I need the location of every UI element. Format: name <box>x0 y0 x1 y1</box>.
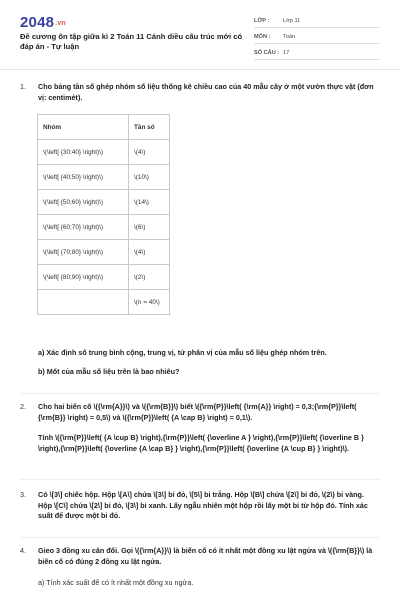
frequency-table <box>37 114 170 315</box>
meta-key: SỐ CÂU : <box>254 49 280 56</box>
table-cell <box>38 290 129 315</box>
table-cell: \(2\) <box>129 265 170 290</box>
table-cell: \(\left[ {40;50} \right)\) <box>38 165 129 190</box>
table-cell: \(4\) <box>129 240 170 265</box>
question-text: Gieo 3 đồng xu cân đối. Gọi \({\rm{A}}\) là biến cố có ít nhất một đồng xu lật ngửa và \({\rm{B}}\) là biến cố có đúng 2 đồng xu lật ngửa. <box>38 546 373 566</box>
table-row <box>38 240 170 265</box>
question-number: 2. <box>20 402 26 411</box>
table-cell: \(\left[ {60;70} \right)\) <box>38 215 129 240</box>
header-divider <box>0 69 400 70</box>
question-part-a: a) Tính xác suất để có ít nhất một đồng xu ngửa. <box>38 578 194 587</box>
table-cell: \(\left[ {70;80} \right)\) <box>38 240 129 265</box>
meta-row-class <box>254 14 380 28</box>
table-header: Tần số <box>129 115 170 140</box>
meta-row-subject <box>254 30 380 44</box>
meta-key: LỚP : <box>254 17 270 24</box>
header <box>0 0 400 66</box>
table-row <box>38 190 170 215</box>
table-header-row <box>38 115 170 140</box>
table-cell: \(4\) <box>129 140 170 165</box>
table-cell: \(14\) <box>129 190 170 215</box>
meta-value: 17 <box>283 49 290 56</box>
document-title: Đề cương ôn tập giữa kì 2 Toán 11 Cánh diều cấu trúc mới có đáp án - Tự luận <box>20 32 243 51</box>
table-cell: \(\left[ {50;60} \right)\) <box>38 190 129 215</box>
question-text: Cho bảng tần số ghép nhóm số liệu thống kê chiều cao của 40 mẫu cây ở một vườn thực vật (đơn vị: centimét). <box>38 82 374 102</box>
question-number: 4. <box>20 546 26 555</box>
question-part-a: a) Xác định số trung bình cộng, trung vị, tứ phân vị của mẫu số liệu ghép nhóm trên. <box>38 348 327 357</box>
logo-main: 2048 <box>20 14 55 31</box>
table-row <box>38 290 170 315</box>
meta-row-count <box>254 46 380 60</box>
meta-value: Toán <box>283 33 296 40</box>
meta-value: Lớp 11 <box>283 17 301 24</box>
table-cell: \(n = 40\) <box>129 290 170 315</box>
table-row <box>38 265 170 290</box>
meta-panel <box>254 14 380 62</box>
question-separator <box>20 393 380 394</box>
question-text: Cho hai biến cố \({\rm{A}}\) và \({\rm{B}}\) biết \({\rm{P}}\left( {\rm{A}} \right) = 0,3;{\rm{P}}\left( {\rm{B}} \right) = 0,5\) và \({\rm{P}}\left( {A \cap B} \right) = 0,1\). <box>38 402 357 422</box>
table-row <box>38 215 170 240</box>
question-number: 1. <box>20 82 26 91</box>
question-number: 3. <box>20 490 26 499</box>
site-logo[interactable] <box>20 14 66 31</box>
table-row <box>38 165 170 190</box>
table-cell: \(\left[ {80;90} \right)\) <box>38 265 129 290</box>
question-separator <box>20 479 380 480</box>
question-1-parts <box>20 348 380 376</box>
table-cell: \(6\) <box>129 215 170 240</box>
table-header: Nhóm <box>38 115 129 140</box>
question-text: Có \[3\] chiếc hộp. Hộp \[A\] chứa \[3\] bi đỏ, \[5\] bi trắng. Hộp \[B\] chứa \[2\] bi đỏ, \(2\) bi vàng. Hộp \[C\] chứa \[2\] bi đỏ, \[3\] bi xanh. Lấy ngẫu nhiên một hộp rồi lấy một bi từ hộp đó. Tính xác suất để được một bi đỏ. <box>38 490 368 520</box>
logo-tld: .vn <box>55 20 66 27</box>
question-part: Tính \({\rm{P}}\left( {A \cup B} \right),{\rm{P}}\left( {\overline A } \right),{\rm{P}}\left( {\overline B } \right),{\rm{P}}\left( {\overline {A \cap B} } \right),{\rm{P}}\left( {\overline {A \cup B} } \right)\). <box>38 433 364 453</box>
meta-key: MÔN : <box>254 33 271 40</box>
table-row <box>38 140 170 165</box>
table-cell: \(\left[ {30;40} \right)\) <box>38 140 129 165</box>
question-part-b: b) Mốt của mẫu số liệu trên là bao nhiêu? <box>38 366 180 376</box>
table-cell: \(10\) <box>129 165 170 190</box>
question-separator <box>20 537 380 538</box>
